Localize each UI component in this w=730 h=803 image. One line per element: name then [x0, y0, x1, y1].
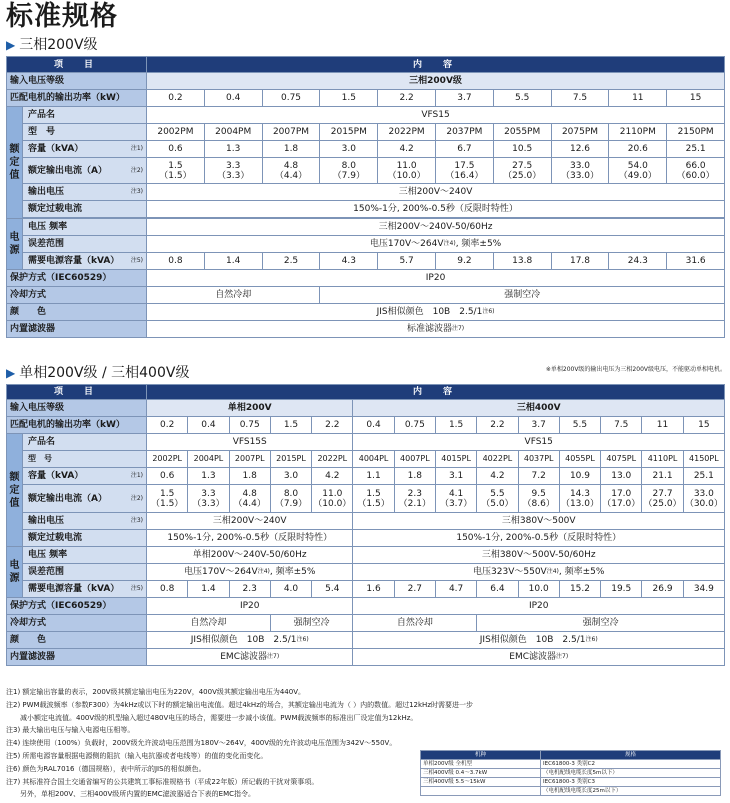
row-protection: 保护方式（IEC60529） IP20 IP20	[7, 598, 725, 615]
row-volt-freq: 电源 电压 频率 三相200V～240V-50/60Hz	[7, 219, 725, 236]
page-title: 标准规格	[6, 1, 118, 32]
row-filter: 内置滤波器 EMC滤波器$^{注7)}$ EMC滤波器$^{注7)}$	[7, 649, 725, 666]
row-cooling: 冷却方式 自然冷却 强制空冷 自然冷却 强制空冷	[7, 615, 725, 632]
row-power-capacity: 需要电源容量（kVA） 注5) 0.8 1.4 2.3 4.0 5.4 1.6 2.7 4.7 6.4 10.0 15.2 19.5 26.9 34.9	[7, 581, 725, 598]
row-cooling: 冷却方式 自然冷却 强制空冷	[7, 287, 725, 304]
header-row: 项 目 内 容	[7, 385, 725, 400]
row-color: 颜 色 JIS相似颜色 10B 2.5/1$^{注6)}$	[7, 304, 725, 321]
row-overload: 额定过载电流 150%-1分, 200%-0.5秒（反限时特性）	[7, 201, 725, 218]
row-capacity: 容量（kVA） 注1) 0.6 1.3 1.8 3.0 4.2 6.7 10.5 12.6 20.6 25.1	[7, 141, 725, 158]
row-input-voltage: 输入电压等级 三相200V级	[7, 73, 725, 90]
footnote: 注4) 连续使用（100%）负载时，200V级允许波动电压范围为180V～264V，400V级的允许波动电压范围为342V～550V。	[6, 739, 397, 748]
footnote: 注1) 额定输出容量的表示，200V级其额定输出电压为220V，400V级其额定输出电压为440V。	[6, 688, 306, 696]
row-type: 型 号 2002PM 2004PM 2007PM 2015PM 2022PM 2037PM 2055PM 2075PM 2110PM 2150PM	[7, 124, 725, 141]
single-phase-note: ※单相200V级的输出电压为三相200V级电压，不能驱动单相电机。	[545, 366, 726, 373]
emc-row: （电机配线电缆长度25m以下）	[421, 787, 721, 796]
row-current: 额定输出电流（A） 注2) 1.5 （1.5） 3.3 （3.3） 4.8 （4.4） 8.0 （7.9） 11.0 （10.0） 1.5 （1.5） 2.3 （2.1） 4.1 （3.7） 5.5 （5.0） 9.5 （8.6） 14.3 （13.0） 17.0 （17.0） 27.7 （25.0） 33.0 （30.0）	[7, 485, 725, 513]
row-capacity: 容量（kVA） 注1) 0.6 1.3 1.8 3.0 4.2 1.1 1.8 3.1 4.2 7.2 10.9 13.0 21.1 25.1	[7, 468, 725, 485]
row-motor-power: 匹配电机的输出功率（kW） 0.2 0.4 0.75 1.5 2.2 0.4 0.75 1.5 2.2 3.7 5.5 7.5 11 15	[7, 417, 725, 434]
footnote: 减小额定电流值。400V级的机型输入超过480V电压的场合，需要进一步减小该值。PWM载波频率的标准出厂设定值为12kHz。	[6, 713, 418, 722]
row-motor-power: 匹配电机的输出功率（kW） 0.2 0.4 0.75 1.5 2.2 3.7 5.5 7.5 11 15	[7, 90, 725, 107]
spec-table-3ph200	[6, 56, 725, 338]
footnote: 注3) 最大输出电压与输入电源电压相等。	[6, 726, 135, 735]
emc-row: 三相400V级 5.5～15kW IEC61800-3 类别C3	[421, 778, 721, 787]
row-tolerance: 误差范围 电压$170V\sim 264V^{注4)}$, 频率±5%	[7, 236, 725, 253]
triangle-bullet-icon: ▶	[6, 38, 16, 52]
row-model: 额定值 产品名 VFS15	[7, 107, 725, 124]
row-output-voltage: 输出电压 注3) 三相200V～240V 三相380V～500V	[7, 513, 725, 530]
emc-header-row: 机种 规格	[421, 751, 721, 760]
row-volt-freq: 电源 电压 频率 单相200V～240V-50/60Hz 三相380V～500V-50/60Hz	[7, 547, 725, 564]
row-protection: 保护方式（IEC60529） IP20	[7, 270, 725, 287]
footnote: 注2) PWM载波频率（参数F300）为4kHz或以下时的额定输出电流值。超过4kHz的场合，其额定输出电流为（ ）内的数值。超过12kHz时需要进一步	[6, 700, 473, 709]
row-output-voltage: 输出电压 注3) 三相200V～240V	[7, 184, 725, 201]
row-type: 型 号 2002PL 2004PL 2007PL 2015PL 2022PL 4004PL 4007PL 4015PL 4022PL 4037PL 4055PL 4075PL 4110PL 4150PL	[7, 451, 725, 468]
row-model: 额定值 产品名 VFS15S VFS15	[7, 434, 725, 451]
footnote: 注5) 所需电源容量根据电源侧的阻抗（输入电抗器或者电线等）的值的变化而变化。	[6, 751, 268, 760]
emc-directive-table	[420, 750, 721, 796]
footnote: 注6) 颜色为RAL7016（德国规格），表中所示的JIS的相似颜色。	[6, 764, 206, 773]
footnote: 注7) 其标准符合国土交通省编写的公共建筑工事标准规格书（平成22年版）所记载的干扰对策事项。	[6, 777, 319, 786]
emc-row: 三相400V级 0.4～3.7kW （电机配线电缆长度5m以下）	[421, 769, 721, 778]
emc-row: 单相200V级 全机型 IEC61800-3 类别C2	[421, 760, 721, 769]
section-heading-1ph200-3ph400: ▶ 单相200V级 / 三相400V级	[6, 365, 190, 381]
section-heading-3ph200: ▶ 三相200V级	[6, 37, 98, 53]
row-power-capacity: 需要电源容量（kVA） 注5) 0.8 1.4 2.5 4.3 5.7 9.2 13.8 17.8 24.3 31.6	[7, 253, 725, 270]
triangle-bullet-icon: ▶	[6, 366, 16, 380]
row-overload: 额定过载电流 150%-1分, 200%-0.5秒（反限时特性） 150%-1分, 200%-0.5秒（反限时特性）	[7, 530, 725, 547]
row-filter: 内置滤波器 标准滤波器$^{注7)}$	[7, 321, 725, 338]
spec-table-1ph200-3ph400	[6, 384, 725, 666]
header-row: 项 目 内 容	[7, 57, 725, 73]
row-tolerance: 误差范围 电压$170V\sim 264V^{注4)}$, 频率±5% 电压$323V\sim 550V^{注4)}$, 频率±5%	[7, 564, 725, 581]
row-color: 颜 色 JIS相似颜色 10B 2.5/1$^{注6)}$ JIS相似颜色 10B 2.5/1$^{注6)}$	[7, 632, 725, 649]
row-input-voltage: 输入电压等级 单相200V 三相400V	[7, 400, 725, 417]
footnote: 另外，单相200V、三相400V级所内置的EMC滤波器适合下表的EMC指令。	[6, 790, 255, 799]
row-current: 额定输出电流（A） 注2) 1.5 （1.5） 3.3 （3.3） 4.8 （4.4） 8.0 （7.9） 11.0 （10.0） 17.5 （16.4） 27.5 （25.0） 33.0 （33.0） 54.0 （49.0） 66.0 （60.0）	[7, 158, 725, 184]
footnotes	[6, 686, 473, 801]
